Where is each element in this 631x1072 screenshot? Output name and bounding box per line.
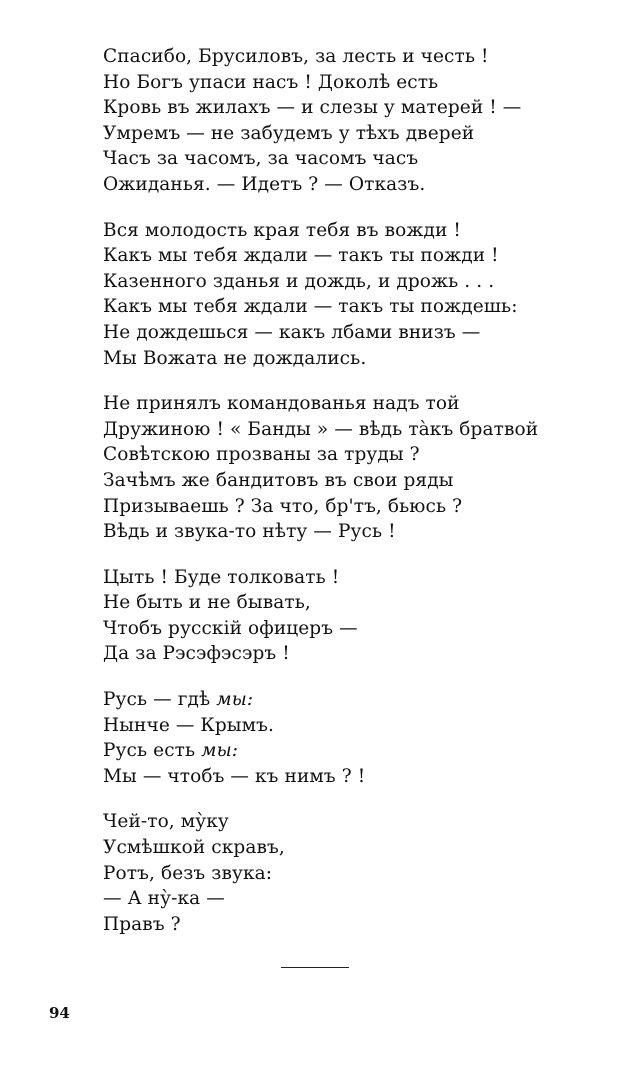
stanza-2: [103, 218, 603, 372]
verse-line: Мы Вожата не дождались.: [103, 347, 367, 369]
verse-line: Не быть и не бывать,: [103, 592, 311, 614]
stanza-4: [103, 565, 603, 667]
verse-line: Не принялъ командованья надъ той: [103, 393, 460, 415]
verse-line: Вся молодость края тебя въ вожди !: [103, 219, 461, 241]
verse-line: [103, 687, 603, 713]
italic-word: мы:: [216, 689, 254, 711]
verse-line: Вѣдь и звука-то нѣту — Русь !: [103, 521, 396, 543]
verse-line: Мы — чтобъ — къ нимъ ? !: [103, 765, 366, 787]
verse-line: Правъ ?: [103, 913, 181, 935]
verse-line: Совѣтскою прозваны за труды ?: [103, 444, 420, 466]
verse-line: — А ну̀-ка —: [103, 888, 225, 910]
stanza-3: [103, 391, 603, 545]
verse-line: Какъ мы тебя ждали — такъ ты пожди !: [103, 245, 499, 267]
verse-text: Русь есть: [103, 740, 196, 762]
verse-line: Нынче — Крымъ.: [103, 714, 274, 736]
verse-text: Русь — гдѣ: [103, 689, 211, 711]
verse-line: Усмѣшкой скравъ,: [103, 837, 285, 859]
verse-line: Зачѣмъ же бандитовъ въ свои ряды: [103, 469, 454, 491]
verse-line: Чей-то, му̀ку: [103, 811, 229, 833]
verse-line: Но Богъ упаси насъ ! Доколѣ есть: [103, 71, 439, 93]
end-rule-divider: [281, 967, 349, 968]
stanza-1: [103, 44, 603, 198]
verse-line: Ожиданья. — Идетъ ? — Отказъ.: [103, 173, 426, 195]
verse-line: Цыть ! Буде толковать !: [103, 566, 340, 588]
verse-line: Дружиною ! « Банды » — вѣдь та̀къ братвой: [103, 418, 539, 440]
verse-line: Кровь въ жилахъ — и слезы у матерей ! —: [103, 97, 522, 119]
verse-line: Казенного зданья и дождь, и дрожь . . .: [103, 270, 495, 292]
verse-line: Часъ за часомъ, за часомъ часъ: [103, 148, 419, 170]
verse-line: Да за Рэсэфэсэръ !: [103, 643, 290, 665]
verse-line: Не дождешься — какъ лбами внизъ —: [103, 321, 481, 343]
verse-line: Ротъ, безъ звука:: [103, 862, 273, 884]
italic-word: мы:: [201, 740, 239, 762]
stanza-5: [103, 687, 603, 789]
page-number: 94: [49, 1004, 70, 1022]
verse-line: Чтобъ русскій офицеръ —: [103, 617, 358, 639]
verse-line: Какъ мы тебя ждали — такъ ты пождешь:: [103, 296, 518, 318]
verse-line: Умремъ — не забудемъ у тѣхъ дверей: [103, 122, 475, 144]
poem: [103, 44, 603, 957]
verse-line: Спасибо, Брусиловъ, за лесть и честь !: [103, 46, 489, 67]
stanza-6: [103, 809, 603, 937]
verse-line: Призываешь ? За что, бр'тъ, бьюсь ?: [103, 495, 463, 517]
verse-line: [103, 738, 603, 764]
